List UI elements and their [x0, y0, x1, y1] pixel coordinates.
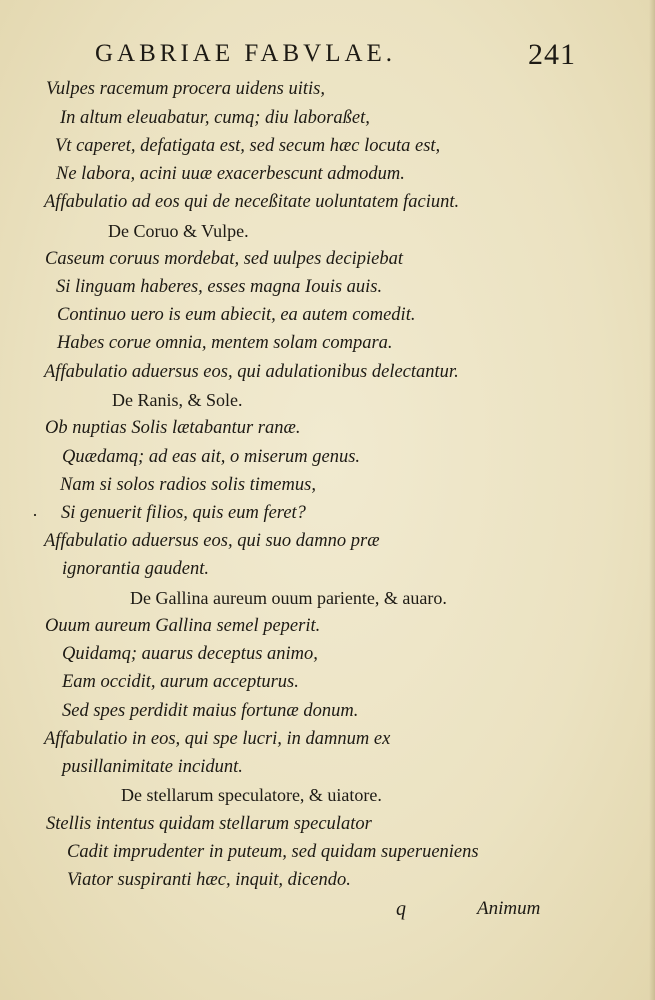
text-line: In altum eleuabatur, cumq; diu laboraßet, [60, 108, 370, 128]
fable-title: De stellarum speculatore, & uiatore. [121, 785, 382, 805]
affabulatio-line: ignorantia gaudent. [62, 559, 209, 579]
text-line: Quædamq; ad eas ait, o miserum genus. [62, 447, 361, 467]
text-line: Habes corue omnia, mentem solam compara. [57, 333, 393, 353]
fable-title: De Ranis, & Sole. [112, 390, 243, 410]
affabulatio-line: Affabulatio aduersus eos, qui adulationibus delectantur. [44, 362, 459, 382]
catchword: Animum [477, 898, 541, 919]
text-line: Stellis intentus quidam stellarum speculator [46, 814, 372, 834]
text-line: Cadit imprudenter in puteum, sed quidam superueniens [67, 842, 479, 862]
text-line: Ne labora, acini uuæ exacerbescunt admodum. [56, 164, 405, 184]
text-line: Si linguam haberes, esses magna Iouis auis. [56, 277, 383, 297]
text-line: Eam occidit, aurum accepturus. [62, 672, 299, 692]
affabulatio-line: Affabulatio in eos, qui spe lucri, in damnum ex [44, 729, 391, 749]
affabulatio-line: pusillanimitate incidunt. [62, 757, 243, 777]
text-line: Nam si solos radios solis timemus, [60, 475, 316, 495]
text-line: Vulpes racemum procera uidens uitis, [46, 79, 325, 99]
text-line: Continuo uero is eum abiecit, ea autem comedit. [57, 305, 416, 325]
running-head: GABRIAE FABVLAE. [95, 40, 397, 67]
fable-title: De Coruo & Vulpe. [108, 221, 249, 241]
text-line: Si genuerit filios, quis eum feret? [61, 503, 306, 523]
affabulatio-line: Affabulatio ad eos qui de neceßitate uoluntatem faciunt. [44, 192, 460, 212]
page-number: 241 [528, 38, 576, 71]
text-line: Viator suspiranti hæc, inquit, dicendo. [67, 870, 351, 890]
affabulatio-line: Affabulatio aduersus eos, qui suo damno præ [44, 531, 380, 551]
fable-title: De Gallina aureum ouum pariente, & auaro. [130, 588, 447, 608]
text-line: Vt caperet, defatigata est, sed secum hæc locuta est, [55, 136, 441, 156]
text-line: Caseum coruus mordebat, sed uulpes decipiebat [45, 249, 403, 269]
text-line: Quidamq; auarus deceptus animo, [62, 644, 318, 664]
text-line: Ouum aureum Gallina semel peperit. [45, 616, 321, 636]
signature-mark: q [396, 898, 406, 920]
text-line: Sed spes perdidit maius fortunæ donum. [62, 701, 359, 721]
page-edge-shadow [649, 0, 655, 1000]
text-line: Ob nuptias Solis lætabantur ranæ. [45, 418, 301, 438]
margin-mark: · [32, 505, 38, 525]
